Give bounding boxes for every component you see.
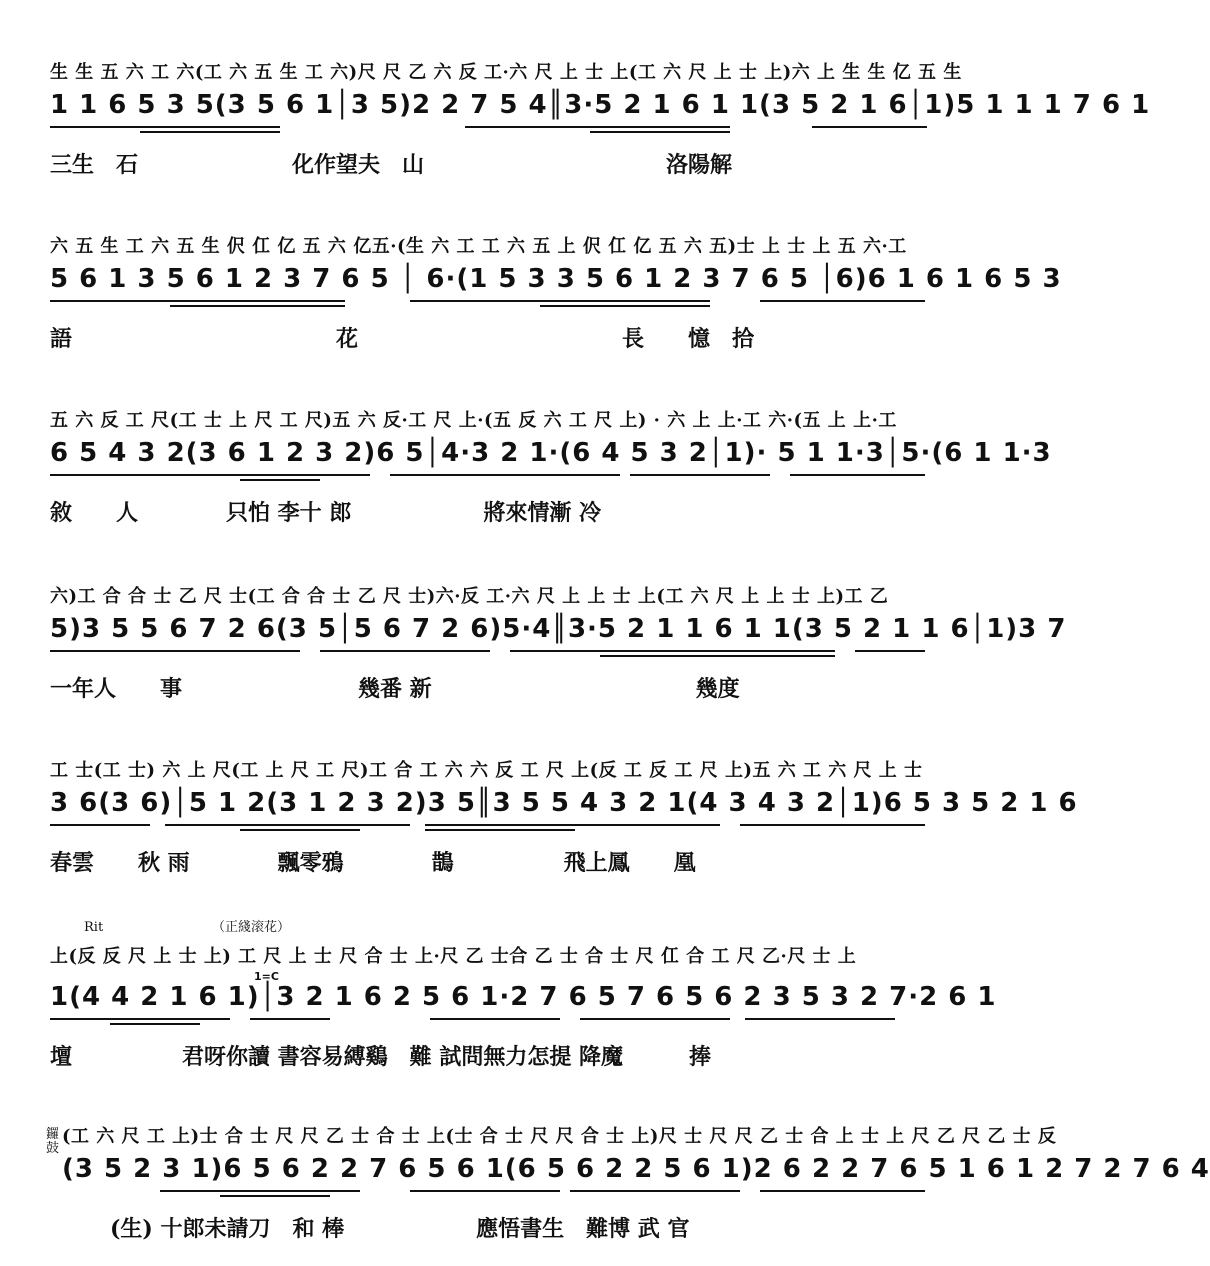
beam-line bbox=[240, 829, 360, 831]
gongche-line: (工 六 尺 工 上)士 合 士 尺 尺 乙 士 合 士 上(士 合 士 尺 尺 合 士 上)尺 士 尺 尺 乙 士 合 上 士 上 尺 乙 尺 乙 士 反 bbox=[62, 1126, 1057, 1147]
gongche-line: 生 生 五 六 工 六(工 六 五 生 工 六)尺 尺 乙 六 反 工·六 尺 上 士 上(工 六 尺 上 士 上)六 上 生 生 亿 五 生 bbox=[50, 62, 962, 83]
beam-line bbox=[812, 126, 927, 128]
lyrics-line: 語 花 長 憶 拾 bbox=[50, 326, 755, 352]
beam-line bbox=[170, 305, 345, 307]
beam-line bbox=[760, 300, 925, 302]
ritardando-mark: Rit bbox=[84, 920, 104, 935]
beam-line bbox=[390, 474, 620, 476]
lyrics-line: 三生 石 化作望夫 山 洛陽解 bbox=[50, 152, 733, 178]
beam-line bbox=[50, 1018, 230, 1020]
beam-line bbox=[430, 1018, 560, 1020]
lyrics-line: 一年人 事 幾番 新 幾度 bbox=[50, 676, 740, 702]
beam-line bbox=[110, 1023, 200, 1025]
beam-line bbox=[590, 131, 730, 133]
jianpu-line: 1(4 4 2 1 6 1)│3 2 1 6 2 5 6 1·2 7 6 5 7 6 5 6 2 3 5 3 2 7·2 6 1 bbox=[50, 982, 997, 1012]
beam-line bbox=[50, 650, 300, 652]
beam-line bbox=[410, 1190, 560, 1192]
beam-line bbox=[425, 829, 575, 831]
beam-line bbox=[240, 479, 320, 481]
gongche-line: 五 六 反 工 尺(工 士 上 尺 工 尺)五 六 反·工 尺 上·(五 反 六 工 尺 上) · 六 上 上·工 六·(五 上 上·工 bbox=[50, 410, 897, 431]
beam-line bbox=[745, 1018, 895, 1020]
key-signature: 1=C bbox=[254, 970, 279, 983]
beam-line bbox=[50, 126, 280, 128]
beam-line bbox=[570, 1190, 740, 1192]
beam-line bbox=[250, 1018, 330, 1020]
beam-line bbox=[760, 1190, 925, 1192]
lyrics-line: 敘 人 只怕 李十 郎 將來情漸 冷 bbox=[50, 500, 601, 526]
gongche-line: 六)工 合 合 士 乙 尺 士(工 合 合 士 乙 尺 士)六·反 工·六 尺 上 上 士 上(工 六 尺 上 上 士 上)工 乙 bbox=[50, 586, 889, 607]
beam-line bbox=[320, 650, 490, 652]
gongche-line: 上(反 反 尺 上 士 上) 工 尺 上 士 尺 合 士 上·尺 乙 士合 乙 士 合 士 尺 仜 合 工 尺 乙·尺 士 上 bbox=[50, 946, 857, 967]
jianpu-line: 6 5 4 3 2(3 6 1 2 3 2)6 5│4·3 2 1·(6 4 5 3 2│1)· 5 1 1·3│5·(6 1 1·3 bbox=[50, 438, 1052, 468]
beam-line bbox=[740, 824, 925, 826]
beam-line bbox=[855, 650, 925, 652]
percussion-tag: 鑼鼓 bbox=[46, 1127, 60, 1156]
lyrics-line: (生) 十郎未請刀 和 棒 應悟書生 難博 武 官 bbox=[110, 1216, 690, 1242]
beam-line bbox=[600, 655, 835, 657]
lyrics-line: 春雲 秋 雨 飄零鴉 鵲 飛上鳳 凰 bbox=[50, 850, 696, 876]
gongche-line: 工 士(工 士) 六 上 尺(工 上 尺 工 尺)工 合 工 六 六 反 工 尺 上(反 工 反 工 尺 上)五 六 工 六 尺 上 士 bbox=[50, 760, 923, 781]
beam-line bbox=[165, 824, 410, 826]
jianpu-line: 5)3 5 5 6 7 2 6(3 5│5 6 7 2 6)5·4║3·5 2 1 1 6 1 1(3 5 2 1 1 6│1)3 7 bbox=[50, 614, 1067, 644]
beam-line bbox=[140, 131, 280, 133]
jianpu-line: 5 6 1 3 5 6 1 2 3 7 6 5 │ 6·(1 5 3 3 5 6 1 2 3 7 6 5 │6)6 1 6 1 6 5 3 bbox=[50, 264, 1062, 294]
style-label: （正綫滚花） bbox=[212, 920, 291, 935]
beam-line bbox=[410, 300, 710, 302]
beam-line bbox=[580, 1018, 730, 1020]
beam-line bbox=[630, 474, 770, 476]
beam-line bbox=[220, 1195, 330, 1197]
beam-line bbox=[50, 824, 150, 826]
jianpu-line: 3 6(3 6)│5 1 2(3 1 2 3 2)3 5║3 5 5 4 3 2 1(4 3 4 3 2│1)6 5 3 5 2 1 6 bbox=[50, 788, 1078, 818]
beam-line bbox=[160, 1190, 360, 1192]
beam-line bbox=[510, 650, 835, 652]
beam-line bbox=[425, 824, 720, 826]
beam-line bbox=[50, 300, 345, 302]
beam-line bbox=[465, 126, 730, 128]
jianpu-line: (3 5 2 3 1)6 5 6 2 2 7 6 5 6 1(6 5 6 2 2 5 6 1)2 6 2 2 7 6 5 1 6 1 2 7 2 7 6 4 bbox=[62, 1154, 1210, 1184]
gongche-line: 六 五 生 工 六 五 生 伬 仜 亿 五 六 亿五·(生 六 工 工 六 五 上 伬 仜 亿 五 六 五)士 上 士 上 五 六·工 bbox=[50, 236, 907, 257]
beam-line bbox=[790, 474, 925, 476]
jianpu-line: 1 1 6 5 3 5(3 5 6 1│3 5)2 2 7 5 4║3·5 2 1 6 1 1(3 5 2 1 6│1)5 1 1 1 7 6 1 bbox=[50, 90, 1151, 120]
beam-line bbox=[50, 474, 370, 476]
lyrics-line: 壇 君呀你讀 書容易縛鷄 難 試問無力怎提 降魔 捧 bbox=[50, 1044, 711, 1070]
beam-line bbox=[540, 305, 710, 307]
